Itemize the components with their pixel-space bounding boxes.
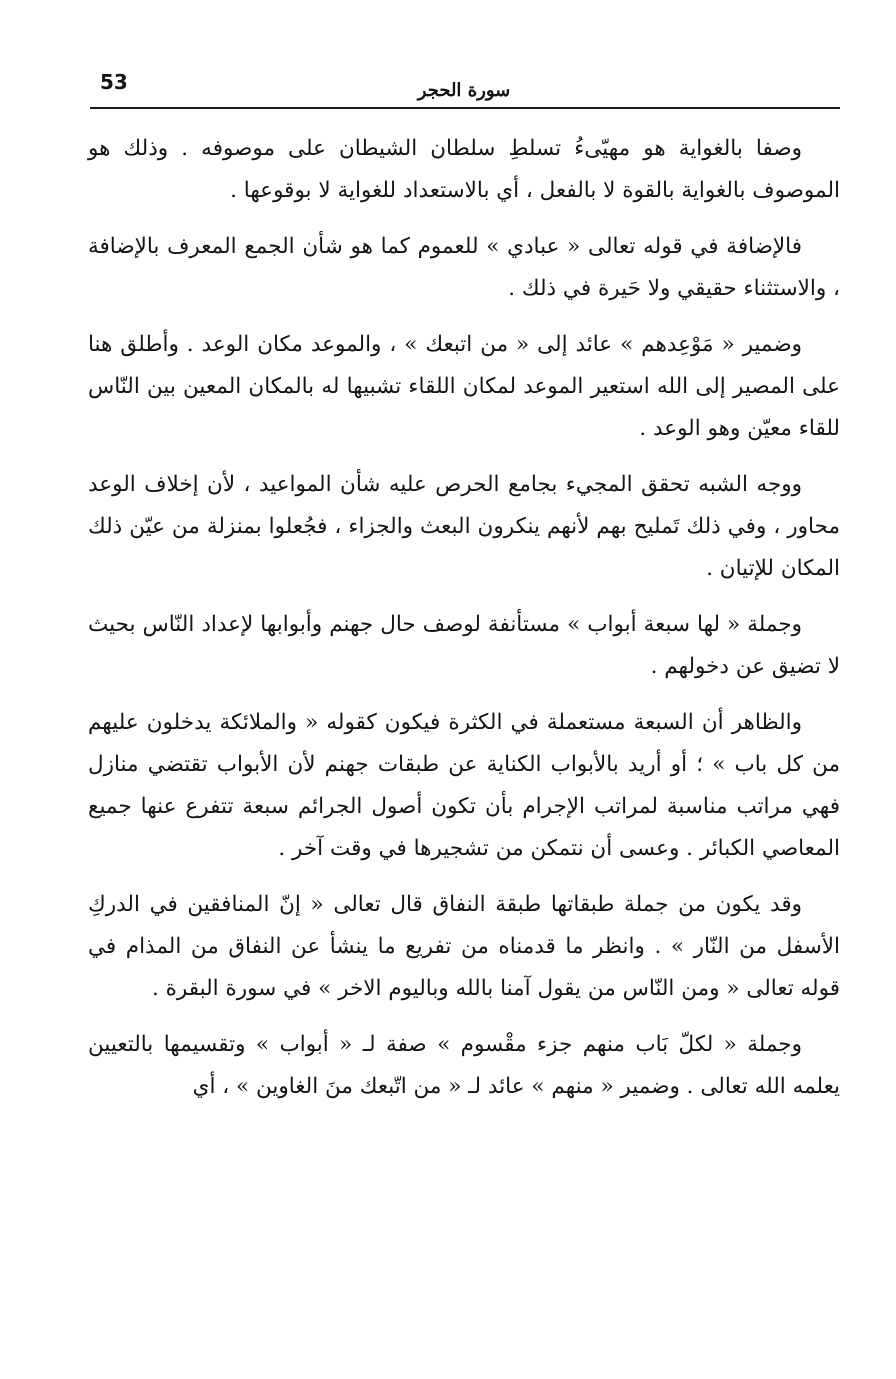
chapter-title: سورة الحجر (417, 80, 511, 101)
paragraph: فالإضافة في قوله تعالى « عبادي » للعموم كما هو شأن الجمع المعرف بالإضافة ، والاستثناء حقيقي ولا حَيرة في ذلك . (88, 234, 840, 301)
paragraph: وصفا بالغواية هو مهيّىءُ تسلطِ سلطان الشيطان على موصوفه . وذلك هو الموصوف بالغواية بالقوة لا بالفعل ، أي بالاستعداد للغواية لا بوقوعها . (88, 136, 840, 203)
paragraph: ووجه الشبه تحقق المجيء بجامع الحرص عليه شأن المواعيد ، لأن إخلاف الوعد محاور ، وفي ذلك تَمليح بهم لأنهم ينكرون البعث والجزاء ، فجُعلوا بمنزلة من عيّن ذلك المكان للإتيان . (88, 472, 840, 581)
paragraph: والظاهر أن السبعة مستعملة في الكثرة فيكون كقوله « والملائكة يدخلون عليهم من كل باب » ؛ أو أريد بالأبواب الكناية عن طبقات جهنم لأن الأبواب تقتضي منازل فهي مراتب مناسبة لمراتب الإجرام بأن تكون أصول الجرائم سبعة تتفرع عنها جميع المعاصي الكبائر . وعسى أن نتمكن من تشجيرها في وقت آخر . (88, 710, 840, 861)
header-divider (90, 107, 840, 109)
page-number: 53 (100, 70, 128, 94)
body-text (88, 128, 840, 1108)
paragraph: وجملة « لكلّ بَاب منهم جزء مقْسوم » صفة لـ « أبواب » وتقسيمها بالتعيين يعلمه الله تعالى . وضمير « منهم » عائد لـ « من اتّبعك منَ الغاوين » ، أي (88, 1032, 840, 1099)
page-header (90, 66, 838, 104)
paragraph: وقد يكون من جملة طبقاتها طبقة النفاق قال تعالى « إنّ المنافقين في الدركِ الأسفل من النّار » . وانظر ما قدمناه من تفريع ما ينشأ عن النفاق من المذام في قوله تعالى « ومن النّاس من يقول آمنا بالله وباليوم الاخر » في سورة البقرة . (88, 892, 840, 1001)
paragraph: وضمير « مَوْعِدهم » عائد إلى « من اتبعك » ، والموعد مكان الوعد . وأطلق هنا على المصير إلى الله استعير الموعد لمكان اللقاء تشبيها له بالمكان المعين بين النّاس للقاء معيّن وهو الوعد . (88, 332, 840, 441)
paragraph: وجملة « لها سبعة أبواب » مستأنفة لوصف حال جهنم وأبوابها لإعداد النّاس بحيث لا تضيق عن دخولهم . (88, 612, 840, 679)
